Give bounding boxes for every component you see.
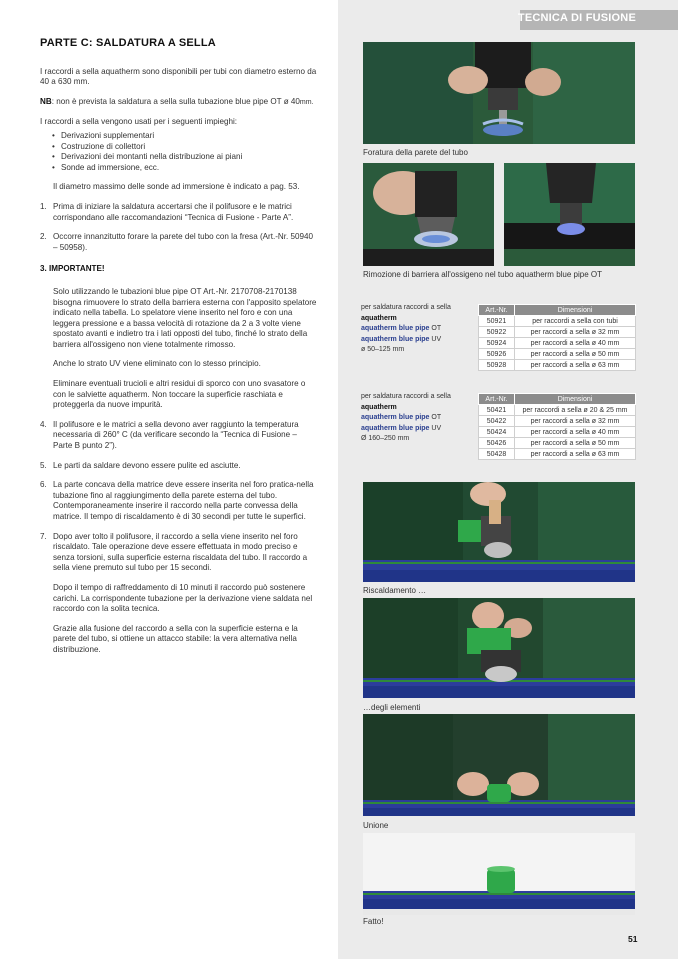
step-6 <box>40 480 318 522</box>
step-1 <box>40 202 318 223</box>
table-header: Art.-Nr. <box>479 305 515 316</box>
caption-done: Fatto! <box>363 917 384 926</box>
step-text: Prima di iniziare la saldatura accertarsi che il polifusore e le matrici corrispondano alle raccomandazioni “Tecnica di Fusione - Parte A”. <box>53 201 294 222</box>
important-paragraph: Anche lo strato UV viene eliminato con lo stesso principio. <box>53 359 261 369</box>
drilling-photo <box>363 42 635 144</box>
caption-drilling: Foratura della parete del tubo <box>363 148 468 157</box>
table-cell: per raccordi a sella ø 32 mm <box>515 327 636 338</box>
heating-photo <box>363 482 635 582</box>
table-cell: per raccordi a sella ø 63 mm <box>515 449 636 460</box>
label-line-suffix: OT <box>431 325 442 332</box>
label-line-range: Ø 160–250 mm <box>361 435 410 442</box>
table-cell: 50921 <box>479 316 515 327</box>
section-title: PARTE C: SALDATURA A SELLA <box>40 37 216 49</box>
important-paragraph: Solo utilizzando le tubazioni blue pipe OT Art.-Nr. 2170708-2170138 bisogna rimuovere lo strato della barriera esterna con l'apposito spelatore indicato nella tabella. Lo spelatore viene inserito nel foro e con una leggera pressione e a bassa velocità di rotazione da 2 a 3 volte viene spostato avanti e indietro tra i lati opposti del tubo, finché lo strato della barriera all'ossigeno non viene totalmente rimosso. <box>53 286 317 349</box>
label-line-suffix: UV <box>431 424 442 432</box>
step-4 <box>40 420 318 452</box>
label-line-blue: aquatherm blue pipe <box>361 424 430 432</box>
table-cell: 50421 <box>479 405 515 416</box>
step-text: Le parti da saldare devono essere pulite ed asciutte. <box>53 460 241 470</box>
table-header: Dimensioni <box>515 394 636 405</box>
nb-text: : non è prevista la saldatura a sella sulla tubazione blue pipe OT ø 40 <box>51 96 300 106</box>
step-number: 2. <box>40 232 47 242</box>
caption-heating: Riscaldamento … <box>363 586 427 595</box>
table-row <box>479 438 636 449</box>
table-header: Art.-Nr. <box>479 394 515 405</box>
table-cell: per raccordi a sella ø 40 mm <box>515 338 636 349</box>
table-cell: per raccordi a sella ø 50 mm <box>515 438 636 449</box>
table-cell: per raccordi a sella ø 50 mm <box>515 349 636 360</box>
nb-unit: mm. <box>299 98 314 106</box>
caption-union: Unione <box>363 821 389 830</box>
closing-paragraph: Grazie alla fusione del raccordo a sella con la superficie esterna e la parete del tubo, si ottiene un attacco stabile: la vera alternativa nella distribuzione. <box>53 623 298 654</box>
elements-photo <box>363 598 635 698</box>
removal-photo-left <box>363 163 494 266</box>
table-header: Dimensioni <box>515 305 636 316</box>
label-line: per saldatura raccordi a sella <box>361 304 451 311</box>
table-cell: per raccordi a sella ø 20 & 25 mm <box>515 405 636 416</box>
step-text: Il polifusore e le matrici a sella devono aver raggiunto la temperatura necessaria di 260° C (da verificare secondo la “Tecnica di Fusione – Parte B punto 2”). <box>53 419 299 451</box>
step-number: 6. <box>40 480 47 490</box>
text-column <box>40 38 318 665</box>
table-cell: 50926 <box>479 349 515 360</box>
table-row <box>479 360 636 371</box>
table-cell: 50424 <box>479 427 515 438</box>
list-item: • Derivazioni dei montanti nella distribuzione ai piani <box>52 152 318 163</box>
step-number: 1. <box>40 201 47 211</box>
table-row <box>479 338 636 349</box>
union-photo <box>363 714 635 816</box>
table-cell: 50428 <box>479 449 515 460</box>
table-cell: 50928 <box>479 360 515 371</box>
label-line: per saldatura raccordi a sella <box>361 393 451 400</box>
step-7 <box>40 532 318 574</box>
step-text: Occorre innanzitutto forare la parete del tubo con la fresa (Art.-Nr. 50940 – 50958). <box>53 232 314 252</box>
closing-paragraph: Dopo il tempo di raffreddamento di 10 minuti il raccordo può sostenere carichi. La corrispondente tubazione per la derivazione viene saldata nel raccordo con la solita tecnica. <box>53 582 313 614</box>
label-line-suffix: UV <box>431 335 442 343</box>
list-item: • Sonde ad immersione, ecc. <box>52 163 318 174</box>
list-item: • Derivazioni supplementari <box>52 131 318 142</box>
step-5 <box>40 461 318 472</box>
step-2 <box>40 232 318 253</box>
important-paragraph: Eliminare eventuali trucioli e altri residui di sporco con uno svasatore o con le salviette aquatherm. Non toccare la superficie raschiata e proteggerla da nuove impurità. <box>53 379 306 410</box>
table-row <box>479 316 636 327</box>
step-number: 7. <box>40 531 47 541</box>
table-cell: 50922 <box>479 327 515 338</box>
table-row <box>479 416 636 427</box>
step-number: 5. <box>40 460 47 470</box>
page-number: 51 <box>628 934 638 944</box>
section-header-title: TECNICA DI FUSIONE <box>517 12 636 24</box>
table1-label <box>361 303 451 356</box>
table-row <box>479 327 636 338</box>
table-cell: per raccordi a sella con tubi <box>515 316 636 327</box>
table-cell: per raccordi a sella ø 40 mm <box>515 427 636 438</box>
label-line-brand: aquatherm <box>361 314 397 322</box>
step-text: La parte concava della matrice deve essere inserita nel foro pratica-nella tubazione fino al raggiungimento della parete esterna del tubo. Contemporaneamente inserire il raccordo nella parte convessa della matrice. Il tempo di riscaldamento è di 30 secondi per tutte le superfici. <box>53 480 314 521</box>
nb-label: NB <box>40 96 52 106</box>
max-diameter-note: Il diametro massimo delle sonde ad immersione è indicato a pag. 53. <box>53 182 300 192</box>
intro-paragraph: I raccordi a sella aquatherm sono disponibili per tubi con diametro esterno da 40 a 630 mm. <box>40 66 317 87</box>
uses-list <box>52 131 318 173</box>
nb-paragraph <box>40 97 318 109</box>
table-cell: 50924 <box>479 338 515 349</box>
table-row <box>479 427 636 438</box>
removal-photo-right <box>504 163 635 266</box>
table2-label <box>361 392 451 445</box>
uses-intro: I raccordi a sella vengono usati per i seguenti impieghi: <box>40 117 238 127</box>
step-number: 4. <box>40 419 47 429</box>
caption-removal: Rimozione di barriera all'ossigeno nel tubo aquatherm blue pipe OT <box>363 270 602 279</box>
table-cell: per raccordi a sella ø 63 mm <box>515 360 636 371</box>
label-line-suffix: OT <box>431 414 442 421</box>
step-text: Dopo aver tolto il polifusore, il raccordo a sella viene inserito nel foro riscaldato. Tale operazione deve essere effettuata in modo preciso e senza torsioni, sulla superficie esterna riscaldata del tubo. Il raccordo a sella viene premuto sul tubo per 15 secondi. <box>53 531 308 573</box>
table-cell: per raccordi a sella ø 32 mm <box>515 416 636 427</box>
caption-elements: …degli elementi <box>363 703 421 712</box>
table-row <box>479 405 636 416</box>
table-cell: 50426 <box>479 438 515 449</box>
list-item: • Costruzione di collettori <box>52 142 318 153</box>
label-line-blue: aquatherm blue pipe <box>361 335 430 343</box>
done-photo <box>363 833 635 915</box>
label-line-range: ø 50–125 mm <box>361 346 405 353</box>
dimensions-table-1 <box>478 304 636 371</box>
table-cell: 50422 <box>479 416 515 427</box>
table-row <box>479 349 636 360</box>
label-line-blue: aquatherm blue pipe <box>361 414 430 421</box>
table-row <box>479 449 636 460</box>
dimensions-table-2 <box>478 393 636 460</box>
label-line-blue: aquatherm blue pipe <box>361 325 430 332</box>
important-title: 3. IMPORTANTE! <box>40 264 105 274</box>
label-line-brand: aquatherm <box>361 403 397 411</box>
